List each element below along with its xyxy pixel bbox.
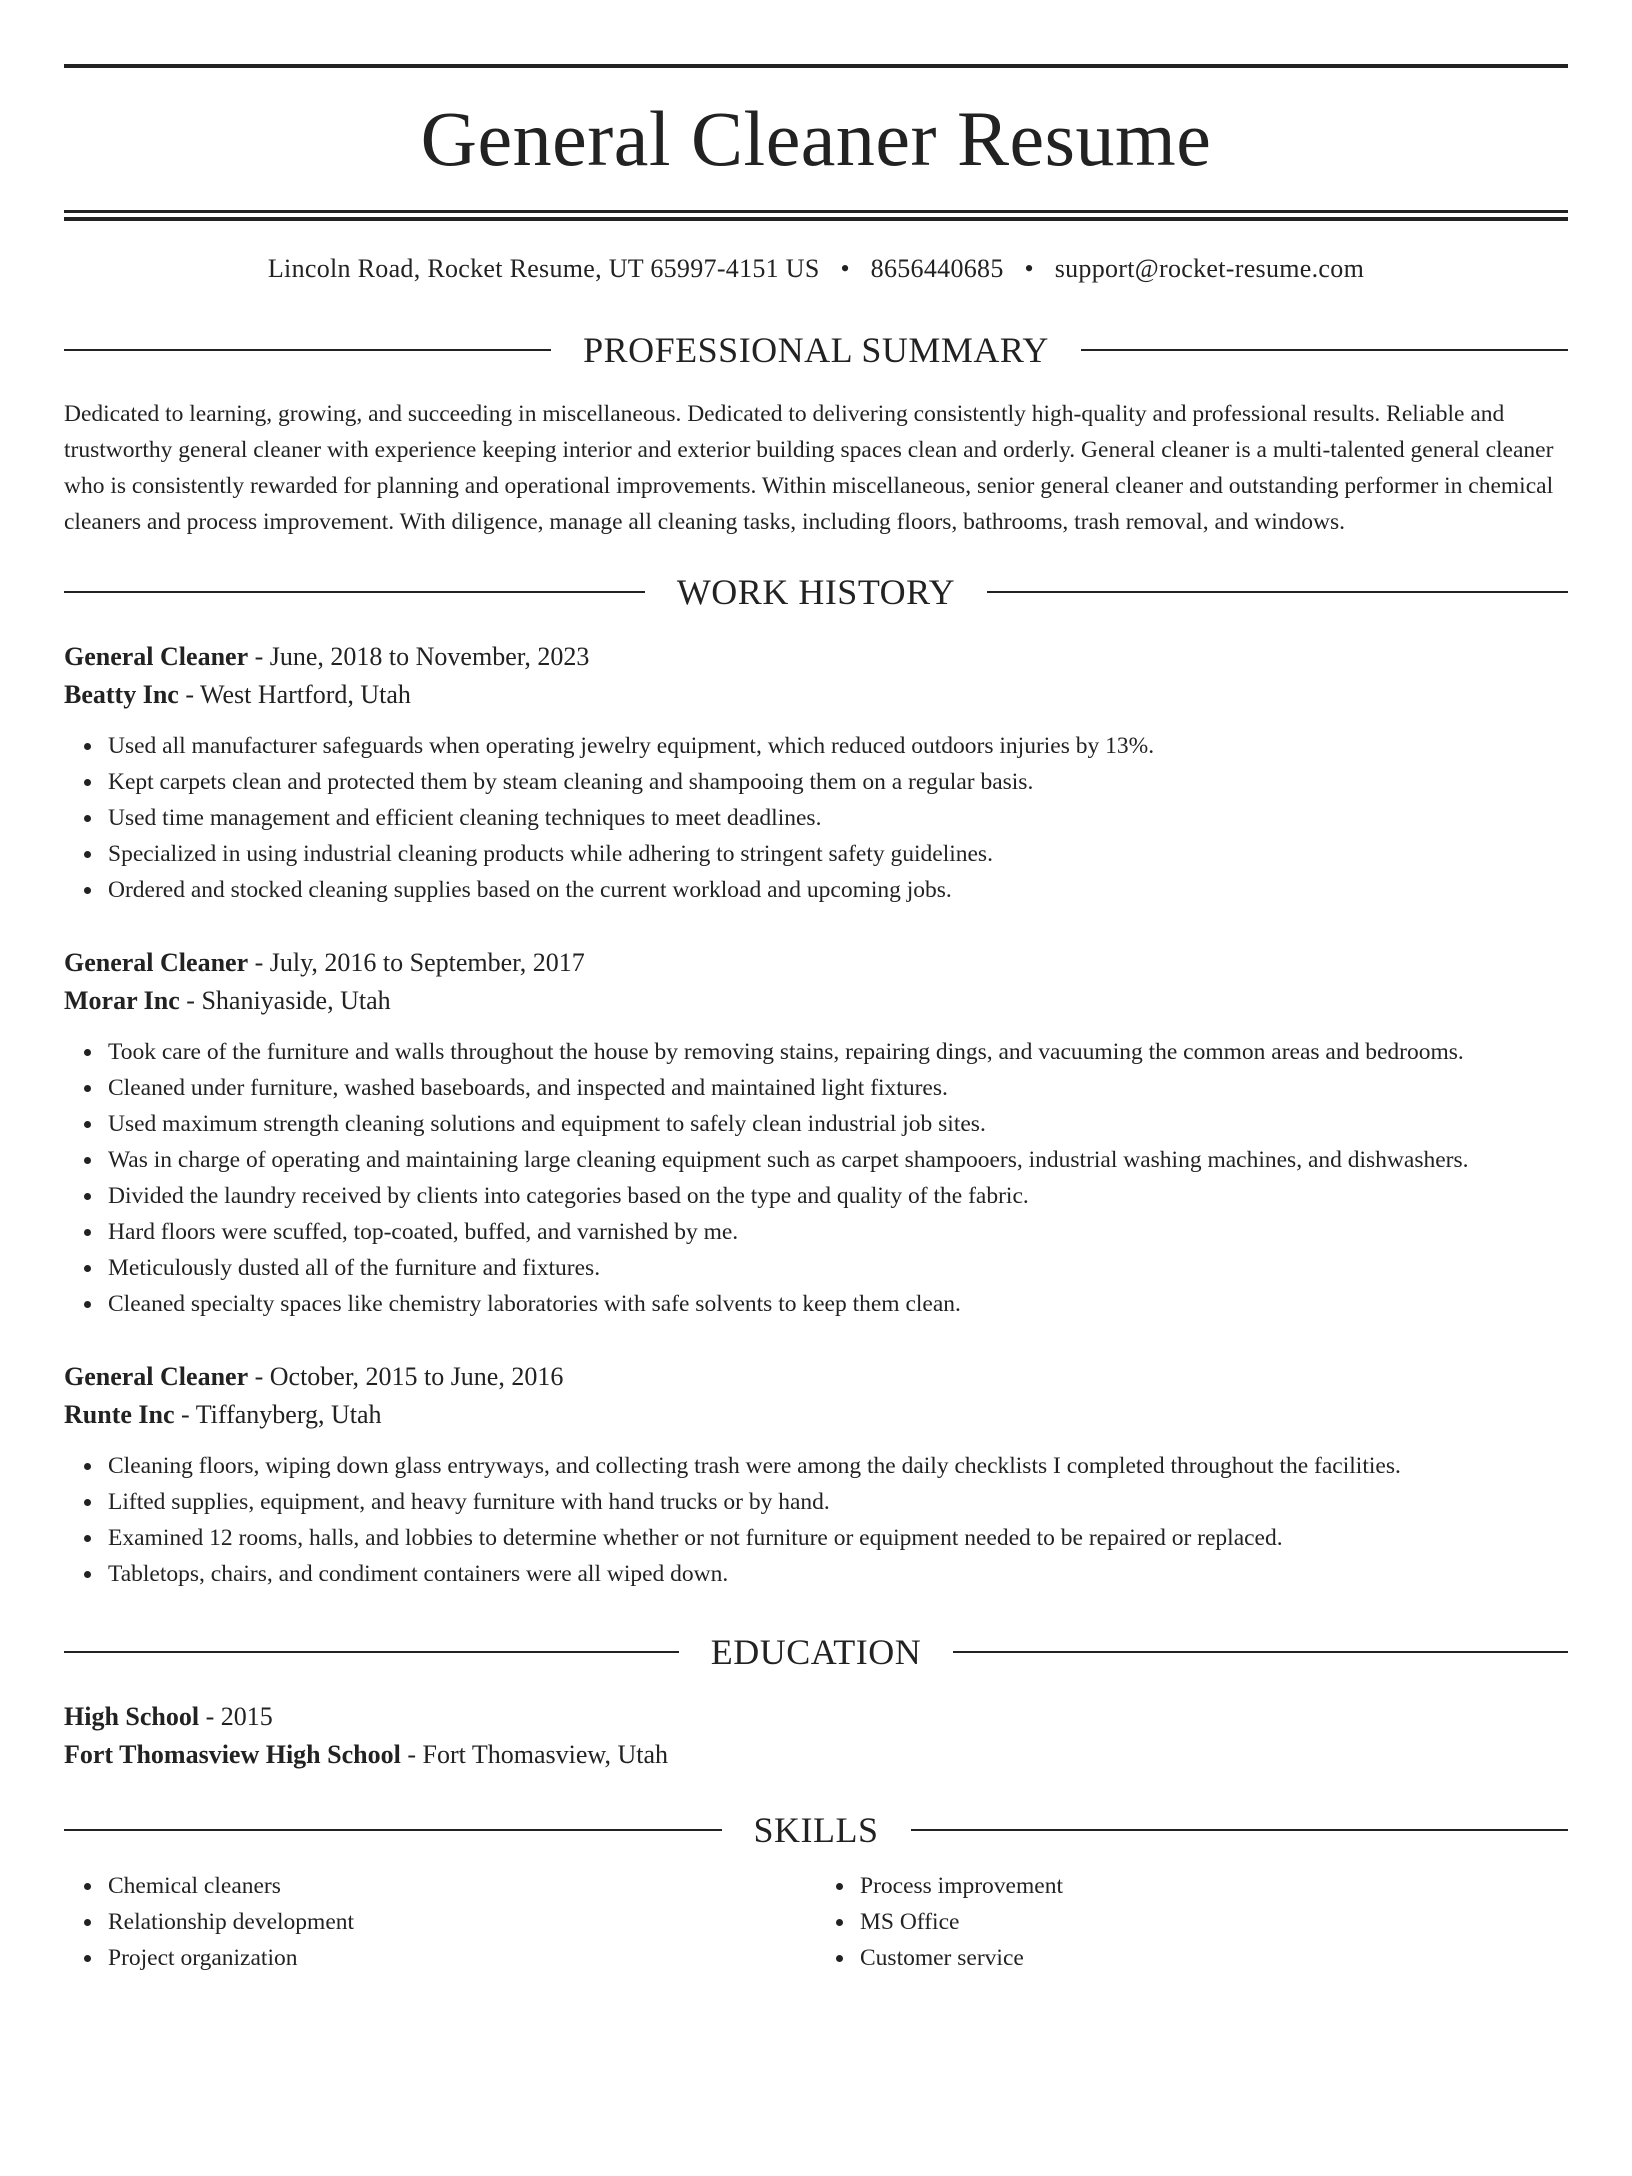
job-bullets	[64, 1034, 1568, 1322]
skill-item: Project organization	[108, 1940, 816, 1976]
section-heading-work-history	[64, 572, 1568, 612]
skill-item: Chemical cleaners	[108, 1868, 816, 1904]
job-entry	[64, 638, 1568, 908]
job-bullet: Used maximum strength cleaning solutions and equipment to safely clean industrial job sites.	[108, 1106, 1568, 1142]
job-bullet: Lifted supplies, equipment, and heavy furniture with hand trucks or by hand.	[108, 1484, 1568, 1520]
skill-item: MS Office	[860, 1904, 1568, 1940]
job-bullet: Meticulously dusted all of the furniture and fixtures.	[108, 1250, 1568, 1286]
job-dates: - October, 2015 to June, 2016	[248, 1362, 564, 1392]
job-bullet: Examined 12 rooms, halls, and lobbies to determine whether or not furniture or equipment needed to be repaired or replaced.	[108, 1520, 1568, 1556]
job-bullet: Cleaning floors, wiping down glass entryways, and collecting trash were among the daily checklists I completed throughout the facilities.	[108, 1448, 1568, 1484]
section-rule	[911, 1829, 1569, 1831]
job-bullet: Took care of the furniture and walls throughout the house by removing stains, repairing dings, and vacuuming the common areas and bedrooms.	[108, 1034, 1568, 1070]
skill-item: Customer service	[860, 1940, 1568, 1976]
job-bullet: Cleaned specialty spaces like chemistry laboratories with safe solvents to keep them clean.	[108, 1286, 1568, 1322]
skills-column-left	[64, 1868, 816, 1976]
job-title-line	[64, 638, 1568, 676]
job-location: - West Hartford, Utah	[178, 680, 411, 710]
job-bullet: Ordered and stocked cleaning supplies based on the current workload and upcoming jobs.	[108, 872, 1568, 908]
job-bullet: Used all manufacturer safeguards when operating jewelry equipment, which reduced outdoors injuries by 13%.	[108, 728, 1568, 764]
skills-list	[64, 1868, 1568, 1976]
job-company-line	[64, 676, 1568, 714]
job-bullets	[64, 1448, 1568, 1592]
job-bullet: Hard floors were scuffed, top-coated, buffed, and varnished by me.	[108, 1214, 1568, 1250]
section-title: EDUCATION	[710, 1632, 922, 1673]
skill-item: Process improvement	[860, 1868, 1568, 1904]
job-title: General Cleaner	[64, 1362, 249, 1392]
section-rule	[987, 591, 1568, 593]
job-title: General Cleaner	[64, 642, 249, 672]
job-bullet: Used time management and efficient cleaning techniques to meet deadlines.	[108, 800, 1568, 836]
contact-separator: •	[840, 254, 850, 283]
title-double-rule	[64, 210, 1568, 221]
section-heading-skills	[64, 1810, 1568, 1850]
summary-text: Dedicated to learning, growing, and succeeding in miscellaneous. Dedicated to delivering consistently high-quality and professional results. Reliable and trustworthy general cleaner with experience keeping interior and exterior building spaces clean and orderly. General cleaner is a multi-talented general cleaner who is consistently rewarded for planning and operational improvements. Within miscellaneous, senior general cleaner and outstanding performer in chemical cleaners and process improvement. With diligence, manage all cleaning tasks, including floors, bathrooms, trash removal, and windows.	[64, 401, 1554, 536]
job-title: General Cleaner	[64, 948, 249, 978]
job-bullet: Kept carpets clean and protected them by steam cleaning and shampooing them on a regular basis.	[108, 764, 1568, 800]
job-title-line	[64, 944, 1568, 982]
job-company: Runte Inc	[64, 1400, 175, 1430]
job-company-line	[64, 1396, 1568, 1434]
section-heading-education	[64, 1632, 1568, 1672]
contact-separator: •	[1024, 254, 1034, 283]
contact-address: Lincoln Road, Rocket Resume, UT 65997-4151 US	[267, 254, 820, 283]
education-degree-line	[64, 1698, 1568, 1736]
top-rule	[64, 64, 1568, 68]
section-title: SKILLS	[753, 1810, 879, 1851]
job-dates: - June, 2018 to November, 2023	[248, 642, 590, 672]
education-school: Fort Thomasview High School	[64, 1740, 401, 1770]
section-rule	[64, 1829, 722, 1831]
education-location: - Fort Thomasview, Utah	[400, 1740, 669, 1770]
contact-email: support@rocket-resume.com	[1054, 254, 1365, 283]
job-company: Beatty Inc	[64, 680, 179, 710]
job-bullet: Cleaned under furniture, washed baseboards, and inspected and maintained light fixtures.	[108, 1070, 1568, 1106]
contact-phone: 8656440685	[870, 254, 1004, 283]
job-entry	[64, 1358, 1568, 1592]
job-company-line	[64, 982, 1568, 1020]
section-title: WORK HISTORY	[676, 572, 956, 613]
job-bullet: Specialized in using industrial cleaning products while adhering to stringent safety guidelines.	[108, 836, 1568, 872]
section-rule	[64, 1651, 679, 1653]
section-heading-summary	[64, 330, 1568, 370]
resume-page	[0, 64, 1632, 2176]
job-location: - Tiffanyberg, Utah	[174, 1400, 382, 1430]
education-entry	[64, 1698, 1568, 1774]
skills-column-right	[816, 1868, 1568, 1976]
section-rule	[64, 591, 645, 593]
job-bullet: Was in charge of operating and maintaining large cleaning equipment such as carpet shampooers, industrial washing machines, and dishwashers.	[108, 1142, 1568, 1178]
section-rule	[953, 1651, 1568, 1653]
job-title-line	[64, 1358, 1568, 1396]
section-rule	[1081, 349, 1568, 351]
job-dates: - July, 2016 to September, 2017	[248, 948, 585, 978]
resume-title: General Cleaner Resume	[420, 95, 1212, 182]
job-location: - Shaniyaside, Utah	[179, 986, 391, 1016]
job-bullet: Divided the laundry received by clients into categories based on the type and quality of the fabric.	[108, 1178, 1568, 1214]
job-bullets	[64, 728, 1568, 908]
education-school-line	[64, 1736, 1568, 1774]
job-entry	[64, 944, 1568, 1322]
skill-item: Relationship development	[108, 1904, 816, 1940]
section-rule	[64, 349, 551, 351]
job-bullet: Tabletops, chairs, and condiment containers were all wiped down.	[108, 1556, 1568, 1592]
section-title: PROFESSIONAL SUMMARY	[583, 330, 1049, 371]
education-year: - 2015	[199, 1702, 273, 1732]
education-degree: High School	[64, 1702, 200, 1732]
contact-line	[64, 253, 1568, 284]
job-company: Morar Inc	[64, 986, 180, 1016]
